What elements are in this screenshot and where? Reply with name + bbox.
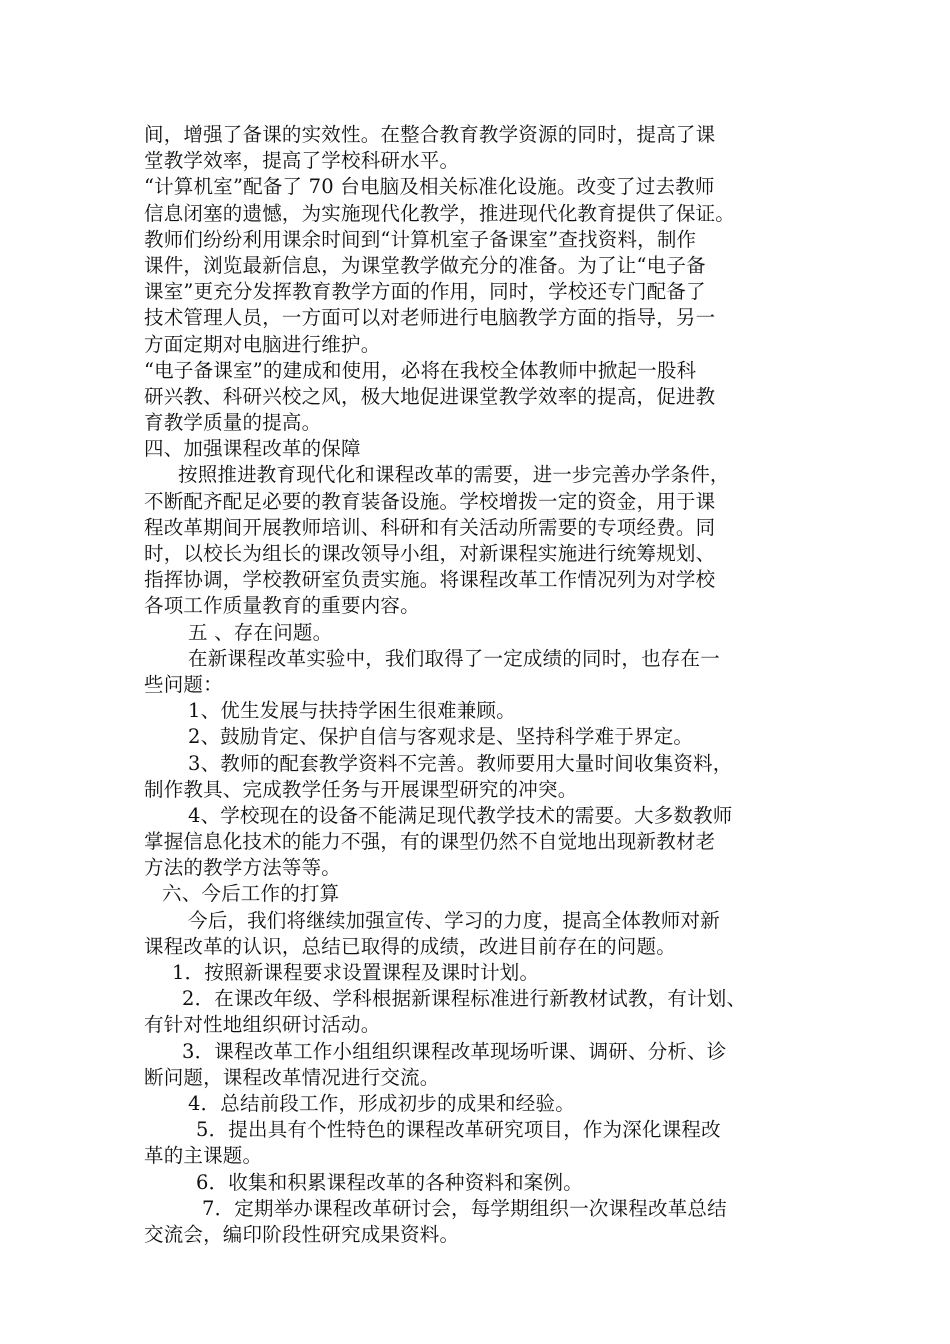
text-line: 革的主课题。 [144, 1144, 263, 1168]
text-line: 今后，我们将继续加强宣传、学习的力度，提高全体教师对新 [188, 908, 720, 932]
text-line: 制作教具、完成教学任务与开展课型研究的冲突。 [144, 777, 578, 801]
text-line: 程改革期间开展教师培训、科研和有关活动所需要的专项经费。同 [144, 515, 716, 539]
text-line: “电子备课室”的建成和使用，必将在我校全体教师中掀起一股科 [144, 358, 697, 382]
text-line: 有针对性地组织研讨活动。 [144, 1013, 381, 1037]
document-body [144, 122, 834, 1248]
list-item: 1．按照新课程要求设置课程及课时计划。 [172, 961, 540, 984]
text-line: 指挥协调，学校教研室负责实施。将课程改革工作情况列为对学校 [144, 568, 716, 592]
list-item: 3、教师的配套教学资料不完善。教师要用大量时间收集资料， [188, 751, 733, 775]
list-item: 2、鼓励肯定、保护自信与客观求是、坚持科学难于界定。 [188, 725, 694, 749]
list-item: 3．课程改革工作小组组织课程改革现场听课、调研、分析、诊 [182, 1039, 727, 1063]
text-line: 技术管理人员，一方面可以对老师进行电脑教学方面的指导，另一 [144, 306, 716, 330]
list-item: 7．定期举办课程改革研讨会，每学期组织一次课程改革总结 [202, 1196, 727, 1220]
list-item: 4、学校现在的设备不能满足现代教学技术的需要。大多数教师 [188, 803, 733, 827]
list-item: 6．收集和积累课程改革的各种资料和案例。 [196, 1170, 583, 1194]
text-line: 课件，浏览最新信息，为课堂教学做充分的准备。为了让“电子备 [144, 253, 706, 277]
text-line: 些问题： [144, 672, 223, 696]
text-line: 按照推进教育现代化和课程改革的需要，进一步完善办学条件， [178, 463, 730, 487]
text-line: 掌握信息化技术的能力不强，有的课型仍然不自觉地出现新教材老 [144, 830, 716, 854]
text-line: 信息闭塞的遗憾，为实施现代化教学，推进现代化教育提供了保证。 [144, 201, 736, 225]
text-line: 间，增强了备课的实效性。在整合教育教学资源的同时，提高了课 [144, 123, 716, 146]
text-line: 方面定期对电脑进行维护。 [144, 332, 381, 356]
list-item: 4．总结前段工作，形成初步的成果和经验。 [188, 1091, 575, 1115]
text-line: 各项工作质量教育的重要内容。 [144, 594, 420, 618]
text-line: 育教学质量的提高。 [144, 411, 322, 435]
list-item: 2．在课改年级、学科根据新课程标准进行新教材试教，有计划、 [182, 987, 747, 1011]
section-heading: 四、加强课程改革的保障 [144, 437, 361, 461]
text-line: 在新课程改革实验中，我们取得了一定成绩的同时，也存在一 [188, 646, 720, 670]
text-line: 方法的教学方法等等。 [144, 856, 342, 880]
section-heading: 六、今后工作的打算 [162, 882, 340, 906]
section-heading: 五 、存在问题。 [188, 620, 333, 644]
text-line: 交流会，编印阶段性研究成果资料。 [144, 1222, 460, 1246]
list-item: 5．提出具有个性特色的课程改革研究项目，作为深化课程改 [196, 1118, 721, 1142]
text-line: 断问题，课程改革情况进行交流。 [144, 1065, 440, 1089]
text-line: 研兴教、科研兴校之风，极大地促进课堂教学效率的提高，促进教 [144, 384, 716, 408]
text-line: 不断配齐配足必要的教育装备设施。学校增拨一定的资金，用于课 [144, 489, 716, 513]
text-line: 堂教学效率，提高了学校科研水平。 [144, 149, 460, 173]
list-item: 1、优生发展与扶持学困生很难兼顾。 [188, 699, 516, 723]
text-line: 时，以校长为组长的课改领导小组，对新课程实施进行统筹规划、 [144, 542, 716, 565]
text-line: 课程改革的认识，总结已取得的成绩，改进目前存在的问题。 [144, 934, 676, 958]
text-line: 课室”更充分发挥教育教学方面的作用，同时，学校还专门配备了 [144, 280, 706, 304]
text-line: “计算机室”配备了 70 台电脑及相关标准化设施。改变了过去教师 [144, 175, 715, 199]
text-line: 教师们纷纷利用课余时间到“计算机室子备课室”查找资料，制作 [144, 227, 697, 251]
